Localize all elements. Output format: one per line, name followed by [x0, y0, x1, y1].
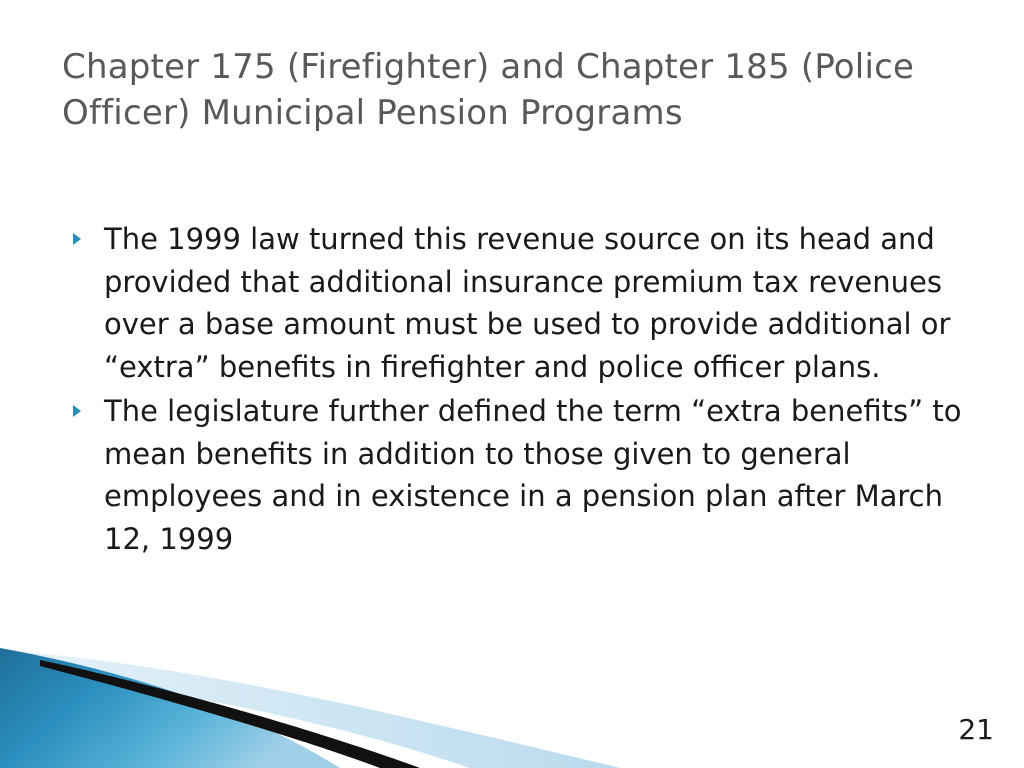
slide-title: Chapter 175 (Firefighter) and Chapter 185 (Police Officer) Municipal Pension Programs — [62, 47, 915, 133]
page-number: 21 — [958, 713, 994, 746]
bullet-text: The legislature further defined the term “extra benefits” to mean benefits in addition to those given to general employees and in existence in a pension plan after March 12, 1999 — [104, 394, 962, 556]
bullet-text: The 1999 law turned this revenue source on its head and provided that additional insurance premium tax revenues over a base amount must be used to provide additional or “extra” benefits in firefighter and police officer plans. — [104, 222, 951, 384]
